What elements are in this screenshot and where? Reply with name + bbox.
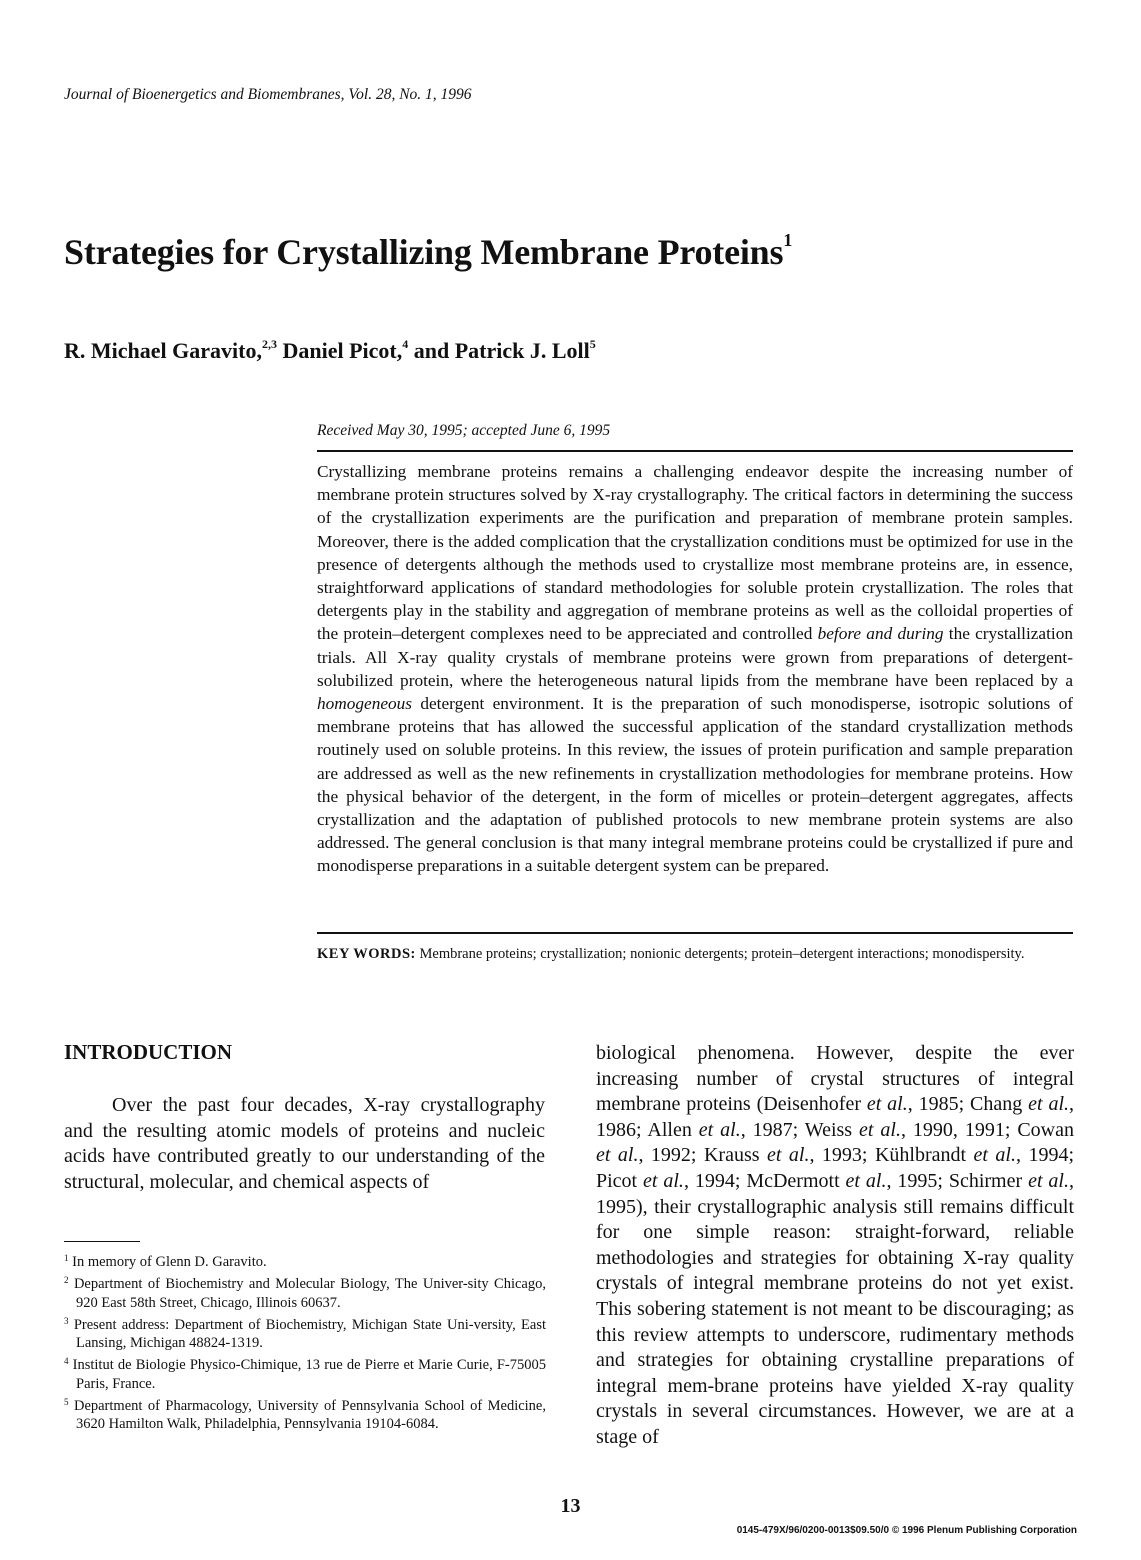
citation-etal: et al. [1028,1093,1070,1116]
body-text: , 1990, 1991; Cowan [900,1118,1074,1141]
received-dates: Received May 30, 1995; accepted June 6, 1995 [317,422,611,439]
footnote-number: 1 [64,1253,69,1263]
abstract-text: detergent environment. It is the preparation of such monodisperse, isotropic solutions of membrane proteins that has allowed the successful application of the standard crystallization methods routinely used on soluble proteins. In this review, the issues of protein purification and sample preparation are addressed as well as the new refinements in crystallization methodologies for membrane proteins. How the physical behavior of the detergent, in the form of micelles or protein–detergent aggregates, affects crystallization and the adaptation of published protocols to new membrane protein systems are also addressed. The general conclusion is that many integral membrane proteins could be crystallized if pure and monodisperse preparations in a suitable detergent system can be prepared. [317,694,1073,876]
body-text: , 1993; Kühlbrandt [809,1144,974,1167]
footnotes [64,1249,546,1434]
article-title [64,230,792,273]
footnote-text: Department of Biochemistry and Molecular Biology, The Univer-sity Chicago, 920 East 58th Street, Chicago, Illinois 60637. [73,1276,546,1311]
author-list [64,337,596,364]
body-text: , 1995), their crystallographic analysis still remains difficult for one simple reason: straight-forward, reliable methodologies and strategies for obtaining X-ray quality crystals of integral membrane proteins do not yet exist. This sobering statement is not meant to be discouraging; as this review attempts to underscore, rudimentary methods and strategies for obtaining crystalline preparations of integral mem-brane proteins have yielded X-ray quality crystals in several circumstances. However, we are at a stage of [596,1169,1074,1448]
title-footnote-marker: 1 [783,230,793,250]
abstract-bottom-rule [317,932,1073,934]
author-affiliation-marker: 4 [402,337,409,351]
body-text: , 1992; Krauss [638,1144,767,1167]
citation-etal: et al. [643,1169,684,1192]
body-text: , 1985; Chang [907,1093,1029,1116]
citation-etal: et al. [596,1144,639,1167]
citation-etal: et al. [866,1093,908,1116]
body-text: , 1995; Schirmer [886,1169,1029,1192]
footnote-text: Department of Pharmacology, University of Pennsylvania School of Medicine, 3620 Hamilton Walk, Philadelphia, Pennsylvania 19104-6084. [73,1398,546,1433]
journal-citation: Journal of Bioenergetics and Biomembranes, Vol. 28, No. 1, 1996 [64,86,472,103]
citation-etal: et al. [973,1144,1016,1167]
footnote [64,1271,546,1312]
footnote-rule [64,1241,140,1242]
footnote [64,1312,546,1353]
author-name: Daniel Picot, [276,338,403,363]
citation-etal: et al. [845,1169,887,1192]
abstract [317,460,1073,878]
footnote-text: Present address: Department of Biochemistry, Michigan State Uni-versity, East Lansing, Michigan 48824-1319. [73,1316,547,1352]
body-text: , 1986; Allen [596,1093,1075,1141]
footnote-number: 3 [64,1315,69,1326]
copyright-line: 0145-479X/96/0200-0013$09.50/0 © 1996 Plenum Publishing Corporation [736,1525,1077,1536]
introduction-paragraph: Over the past four decades, X-ray crystallography and the resulting atomic models of proteins and nucleic acids have contributed greatly to our understanding of the structural, molecular, and chemical aspects of [64,1094,545,1193]
footnote-number: 2 [64,1275,69,1286]
author-name: R. Michael Garavito, [64,338,262,363]
key-words [317,946,1073,963]
body-text: , 1994; Picot [596,1144,1075,1192]
footnote [64,1393,546,1434]
abstract-top-rule [317,450,1073,452]
author-name: and Patrick J. Loll [408,338,590,363]
citation-etal: et al. [698,1118,741,1141]
body-text: biological phenomena. However, despite the ever increasing number of crystal structures of integral membrane proteins (Deisenhofer [596,1042,1074,1116]
author-affiliation-marker: 5 [589,337,596,351]
page-number: 13 [560,1495,581,1517]
key-words-label: KEY WORDS: [317,946,416,962]
citation-etal: et al. [766,1144,810,1167]
abstract-text: Crystallizing membrane proteins remains a challenging endeavor despite the increasing number of membrane protein structures solved by X-ray crystallography. The critical factors in determining the success of the crystallization experiments are the purification and preparation of membrane protein samples. Moreover, there is the added complication that the crystallization conditions must be optimized for use in the presence of detergents although the methods used to crystallize most membrane proteins are, in essence, straightforward applications of standard methodologies for soluble protein crystallization. The roles that detergents play in the stability and aggregation of membrane proteins as well as the colloidal properties of the protein–detergent complexes need to be appreciated and controlled [317,462,1073,644]
footnote [64,1352,546,1393]
abstract-text: the crystallization trials. All X-ray quality crystals of membrane proteins were grown from preparations of detergent-solubilized protein, where the heterogeneous natural lipids from the membrane have been replaced by a [317,624,1073,690]
citation-etal: et al. [859,1118,901,1141]
footnote-text: Institut de Biologie Physico-Chimique, 13 rue de Pierre et Marie Curie, F-75005 Paris, France. [72,1357,546,1392]
key-words-text: Membrane proteins; crystallization; nonionic detergents; protein–detergent interactions; monodispersity. [415,946,1025,962]
abstract-emphasis: homogeneous [317,694,413,714]
footnote-number: 5 [64,1397,69,1408]
citation-etal: et al. [1028,1169,1069,1192]
footnote-number: 4 [64,1356,69,1367]
section-heading-introduction: INTRODUCTION [64,1040,233,1064]
author-affiliation-marker: 2,3 [261,337,277,351]
body-text: , 1987; Weiss [740,1118,860,1141]
article-title-text: Strategies for Crystallizing Membrane Proteins [64,232,784,272]
body-text: , 1994; McDermott [683,1169,846,1192]
abstract-emphasis: before and during [817,624,944,644]
footnote [64,1249,546,1271]
footnote-text: In memory of Glenn D. Garavito. [72,1254,267,1270]
right-column-text [596,1041,1074,1451]
